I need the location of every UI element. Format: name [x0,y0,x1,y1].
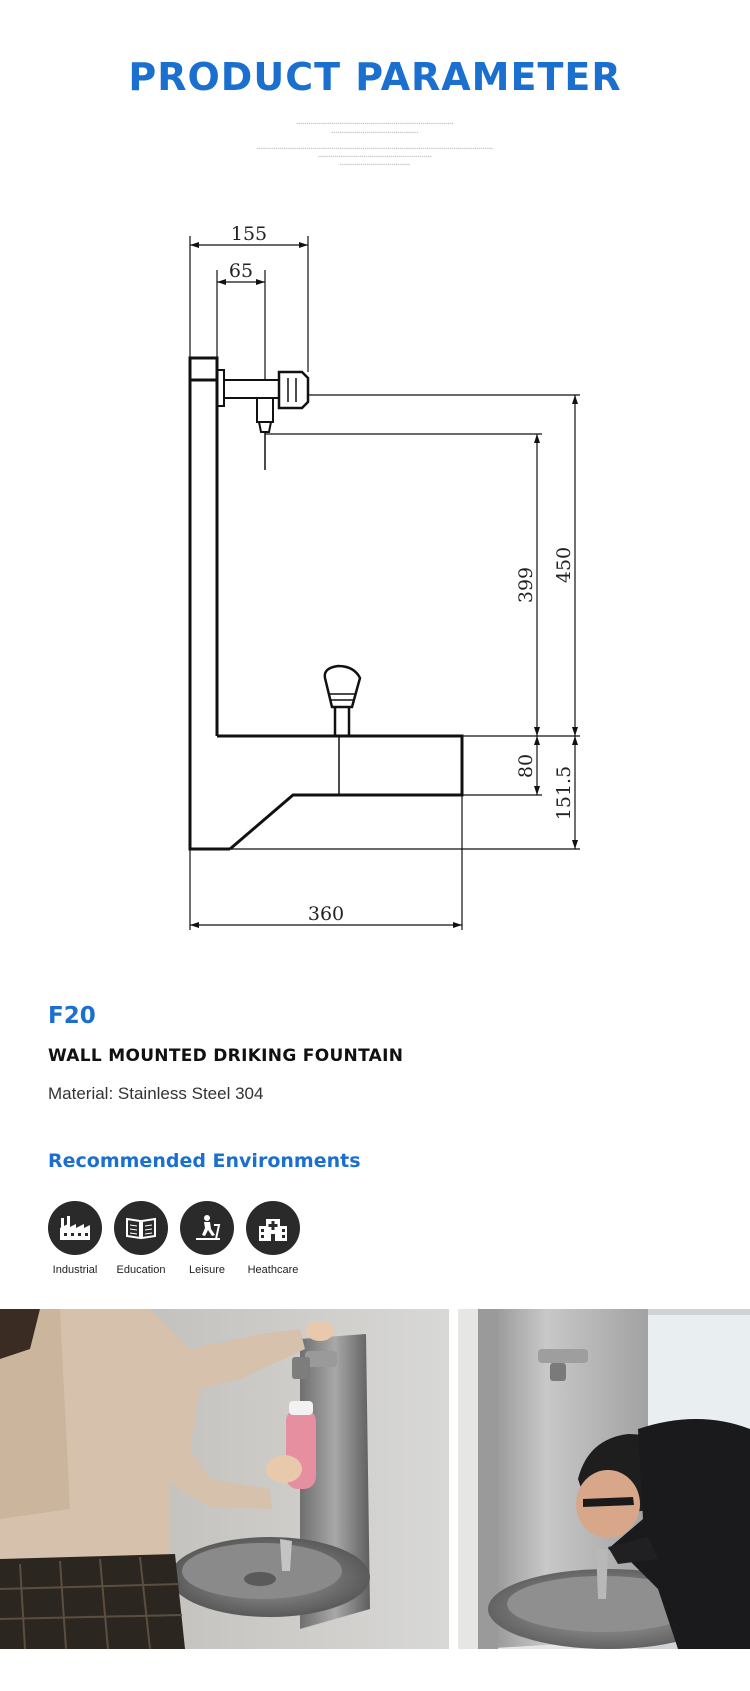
page-title: PRODUCT PARAMETER [128,55,622,99]
factory-icon [48,1201,102,1255]
bubbler-head [325,666,360,707]
dim-total-height: 450 [553,546,575,584]
environment-item-healthcare [240,1201,306,1276]
environments-heading: Recommended Environments [48,1150,361,1172]
book-icon [114,1201,168,1255]
product-model: F20 [48,1003,96,1029]
product-photo-drinking [458,1309,750,1649]
treadmill-icon [180,1201,234,1255]
product-photo-filling-bottle [0,1309,449,1649]
environment-list [42,1201,306,1276]
product-name: WALL MOUNTED DRIKING FOUNTAIN [48,1046,404,1066]
hospital-icon [246,1201,300,1255]
environment-label: Industrial [52,1264,98,1276]
faint-text-line: ▪▪▪▪▪▪▪▪▪▪▪▪▪▪▪▪▪▪▪▪▪▪▪▪▪▪▪▪▪▪▪▪▪▪ [339,162,411,168]
dim-top-width: 155 [230,223,268,245]
dim-base-width: 360 [307,903,345,925]
valve-handle [279,372,308,408]
environment-item-education [108,1201,174,1276]
environment-label: Leisure [188,1264,226,1276]
dim-basin-depth: 80 [515,753,537,779]
bubbler-stem [335,707,349,736]
environment-item-leisure [174,1201,240,1276]
faint-text-line: ▪▪▪▪▪▪▪▪▪▪▪▪▪▪▪▪▪▪▪▪▪▪▪▪▪▪▪▪▪▪▪▪▪▪▪▪▪▪▪▪▪▪▪▪▪▪▪▪▪▪▪▪▪▪▪▪▪▪▪▪▪▪▪▪▪▪▪▪▪▪▪▪▪▪▪▪▪▪▪▪▪▪▪▪▪▪▪▪▪▪▪▪▪▪▪▪▪▪▪▪▪▪▪▪▪▪▪▪▪▪▪▪▪▪ [256,146,494,152]
environment-label: Education [116,1264,166,1276]
dim-spout-offset: 65 [228,260,254,282]
technical-drawing [0,200,750,940]
tap-nozzle [257,398,273,422]
dim-bottom-height: 151.5 [553,765,575,821]
faint-text-line: ▪▪▪▪▪▪▪▪▪▪▪▪▪▪▪▪▪▪▪▪▪▪▪▪▪▪▪▪▪▪▪▪▪▪▪▪▪▪▪▪▪▪ [331,130,419,136]
product-material: Material: Stainless Steel 304 [48,1084,264,1103]
environment-label: Heathcare [247,1264,299,1276]
faint-text-line: ▪▪▪▪▪▪▪▪▪▪▪▪▪▪▪▪▪▪▪▪▪▪▪▪▪▪▪▪▪▪▪▪▪▪▪▪▪▪▪▪▪▪▪▪▪▪▪▪▪▪▪▪▪▪▪ [318,154,432,160]
dim-spout-height: 399 [515,566,537,604]
panel-top-cap [190,358,217,380]
faint-text-line: ▪▪▪▪▪▪▪▪▪▪▪▪▪▪▪▪▪▪▪▪▪▪▪▪▪▪▪▪▪▪▪▪▪▪▪▪▪▪▪▪▪▪▪▪▪▪▪▪▪▪▪▪▪▪▪▪▪▪▪▪▪▪▪▪▪▪▪▪▪▪▪▪▪▪▪▪ [296,121,454,127]
valve-body [224,380,279,398]
environment-item-industrial [42,1201,108,1276]
back-panel-outer [190,380,230,849]
